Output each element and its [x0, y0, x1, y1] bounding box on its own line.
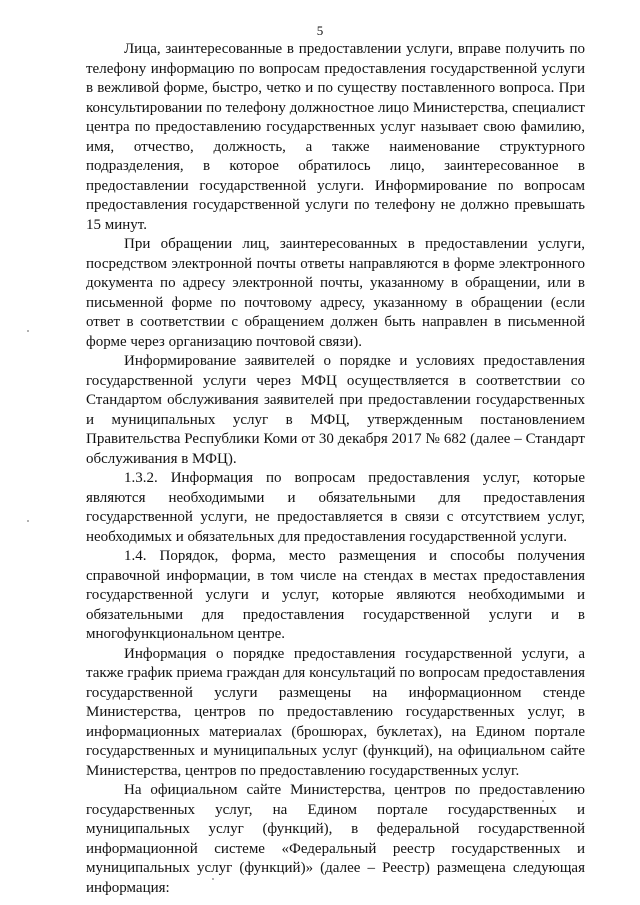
scan-speck — [27, 330, 29, 332]
page-number: 5 — [316, 23, 324, 38]
scan-speck — [212, 878, 214, 880]
paragraph-section-1-3-2: 1.3.2. Информация по вопросам предоставления услуг, которые являются необходимыми и обязательными для предоставления государственной услуги, не предоставляется в связи с отсутствием услуг, необходимых и обязательных для предоставления государственной услуги. — [86, 470, 585, 545]
document-body — [86, 40, 585, 898]
paragraph-phone-consultation: Лица, заинтересованные в предоставлении услуги, вправе получить по телефону информацию по вопросам предоставления государственной услуги в вежливой форме, быстро, четко и по существу поставленного вопроса. При консультировании по телефону должностное лицо Министерства, специалист центра по предоставлению государственных услуг называет свою фамилию, имя, отчество, должность, а также наименование структурного подразделения, в которое обратилось лицо, заинтересованное в предоставлении государственной услуги. Информирование по вопросам предоставления государственной услуги по телефону не должно превышать 15 минут. — [86, 41, 585, 233]
paragraph-information-placement: Информация о порядке предоставления государственной услуги, а также график приема граждан для консультаций по вопросам предоставления государственной услуги размещены на информационном стенде Министерства, центров по предоставлению государственных услуг, в информационных материалах (брошюрах, буклетах), на Едином портале государственных и муниципальных услуг (функций), на официальном сайте Министерства, центров по предоставлению государственных услуг. — [86, 645, 585, 779]
paragraph-mfc-informing: Информирование заявителей о порядке и условиях предоставления государственной услуги через МФЦ осуществляется в соответствии со Стандартом обслуживания заявителей при предоставлении государственных и муниципальных услуг в МФЦ, утвержденным постановлением Правительства Республики Коми от 30 декабря 2017 № 682 (далее – Стандарт обслуживания в МФЦ). — [86, 353, 585, 467]
paragraph-official-website: На официальном сайте Министерства, центров по предоставлению государственных услуг, на Едином портале государственных и муниципальных услуг (функций), в федеральной государственной информационной системе «Федеральный реестр государственных и муниципальных услуг (функций)» (далее – Реестр) размещена следующая информация: — [86, 782, 585, 896]
paragraph-email-requests: При обращении лиц, заинтересованных в предоставлении услуги, посредством электронной почты ответы направляются в форме электронного документа по адресу электронной почты, указанному в обращении, или в письменной форме по почтовому адресу, указанному в обращении (если ответ в соответствии с обращением должен быть направлен в письменной форме через организацию почтовой связи). — [86, 236, 585, 350]
scan-speck — [542, 800, 544, 802]
scan-speck — [27, 520, 29, 522]
paragraph-section-1-4: 1.4. Порядок, форма, место размещения и способы получения справочной информации, в том числе на стендах в местах предоставления государственной услуги и услуг, которые являются необходимыми и обязательными для предоставления государственной услуги и в многофункциональном центре. — [86, 548, 585, 642]
